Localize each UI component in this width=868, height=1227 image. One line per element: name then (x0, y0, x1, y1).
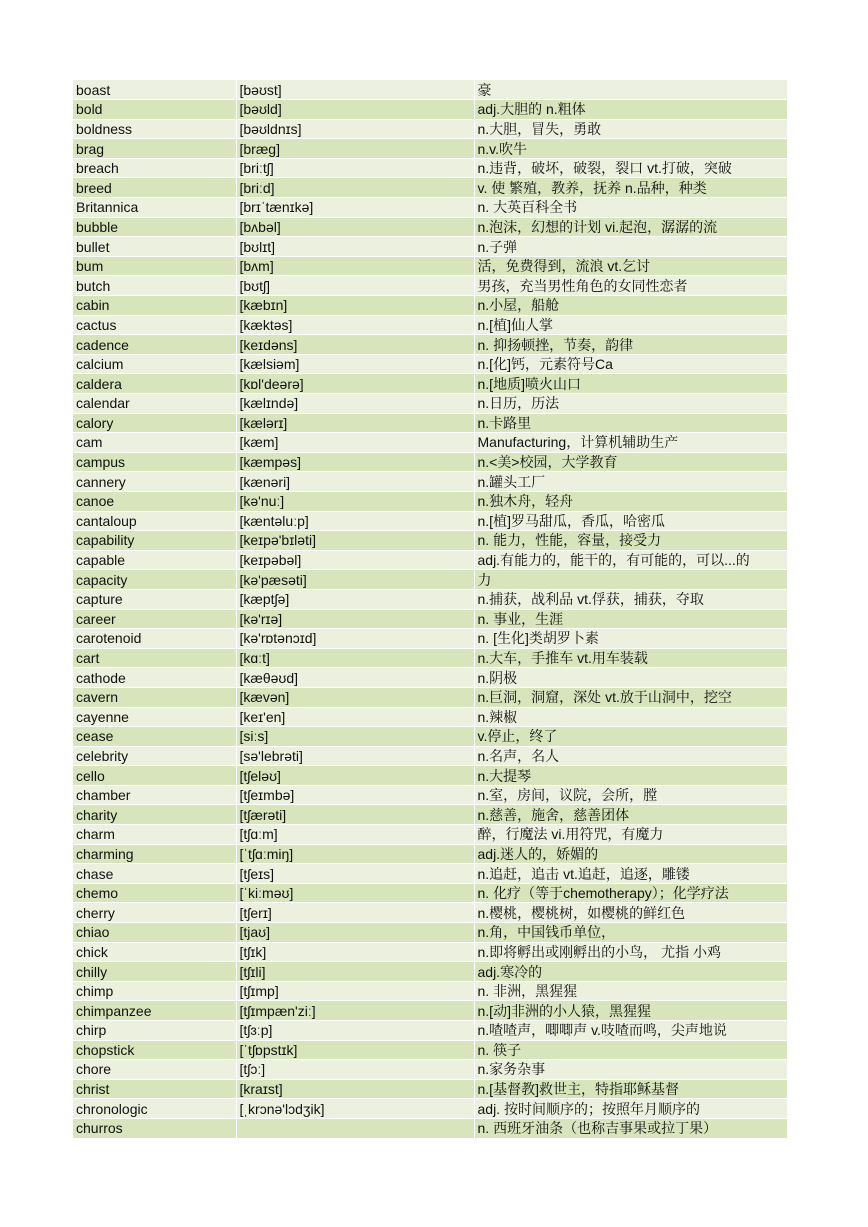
definition-cell: n.[地质]喷火山口 (474, 374, 787, 394)
phonetic-cell: [kæm] (236, 433, 474, 453)
phonetic-cell: [kæθəʊd] (236, 668, 474, 688)
word-cell: breach (73, 158, 236, 178)
table-row (73, 1060, 787, 1080)
phonetic-cell: [keɪ'en] (236, 707, 474, 727)
word-cell: Britannica (73, 198, 236, 218)
table-row (73, 550, 787, 570)
word-cell: butch (73, 276, 236, 296)
table-row (73, 648, 787, 668)
word-cell: calendar (73, 394, 236, 414)
table-row (73, 766, 787, 786)
table-row (73, 335, 787, 355)
phonetic-cell: [keɪpəbəl] (236, 550, 474, 570)
phonetic-cell: [kæmpəs] (236, 452, 474, 472)
table-row (73, 158, 787, 178)
phonetic-cell: [kraɪst] (236, 1079, 474, 1099)
definition-cell: 男孩，充当男性角色的女同性恋者 (474, 276, 787, 296)
definition-cell: n.v.吹牛 (474, 139, 787, 159)
table-row (73, 903, 787, 923)
word-cell: chirp (73, 1021, 236, 1041)
definition-cell: adj. 按时间顺序的；按照年月顺序的 (474, 1099, 787, 1119)
word-cell: chore (73, 1060, 236, 1080)
table-row (73, 707, 787, 727)
table-row (73, 374, 787, 394)
table-row (73, 942, 787, 962)
phonetic-cell: [kælsiəm] (236, 354, 474, 374)
definition-cell: 醉，行魔法 vi.用符咒，有魔力 (474, 825, 787, 845)
table-row (73, 570, 787, 590)
word-cell: chick (73, 942, 236, 962)
definition-cell: n.阴极 (474, 668, 787, 688)
phonetic-cell: [bʊtʃ] (236, 276, 474, 296)
word-cell: cavern (73, 687, 236, 707)
word-cell: chronologic (73, 1099, 236, 1119)
table-row (73, 962, 787, 982)
phonetic-cell: [bəʊldnɪs] (236, 119, 474, 139)
phonetic-cell: [keɪdəns] (236, 335, 474, 355)
word-cell: chimp (73, 981, 236, 1001)
word-cell: brag (73, 139, 236, 159)
definition-cell: n.名声，名人 (474, 746, 787, 766)
phonetic-cell: [tʃɪli] (236, 962, 474, 982)
phonetic-cell: [kæktəs] (236, 315, 474, 335)
definition-cell: n.违背，破坏，破裂，裂口 vt.打破，突破 (474, 158, 787, 178)
definition-cell: n.[动]非洲的小人猿，黑猩猩 (474, 1001, 787, 1021)
table-row (73, 1079, 787, 1099)
word-cell: bullet (73, 237, 236, 257)
definition-cell: n.室，房间，议院，会所，膛 (474, 785, 787, 805)
word-cell: cadence (73, 335, 236, 355)
word-cell: chiao (73, 923, 236, 943)
definition-cell: n.辣椒 (474, 707, 787, 727)
phonetic-cell: [tʃɪmp] (236, 981, 474, 1001)
definition-cell: n.罐头工厂 (474, 472, 787, 492)
table-row (73, 511, 787, 531)
word-cell: chilly (73, 962, 236, 982)
definition-cell: adj.大胆的 n.粗体 (474, 100, 787, 120)
definition-cell: 力 (474, 570, 787, 590)
definition-cell: n.小屋，船舱 (474, 296, 787, 316)
word-cell: cathode (73, 668, 236, 688)
word-cell: cart (73, 648, 236, 668)
phonetic-cell: [tʃerɪ] (236, 903, 474, 923)
phonetic-cell (236, 1118, 474, 1138)
phonetic-cell: [keɪpə'bɪləti] (236, 531, 474, 551)
table-row (73, 315, 787, 335)
table-row (73, 354, 787, 374)
definition-cell: n. 大英百科全书 (474, 198, 787, 218)
table-row (73, 80, 787, 100)
phonetic-cell: [tʃɪk] (236, 942, 474, 962)
phonetic-cell: [kæbɪn] (236, 296, 474, 316)
word-cell: charm (73, 825, 236, 845)
word-cell: canoe (73, 491, 236, 511)
table-row (73, 491, 787, 511)
word-cell: cam (73, 433, 236, 453)
word-cell: cello (73, 766, 236, 786)
definition-cell: n.卡路里 (474, 413, 787, 433)
word-cell: cactus (73, 315, 236, 335)
definition-cell: n.家务杂事 (474, 1060, 787, 1080)
word-cell: capacity (73, 570, 236, 590)
table-row (73, 472, 787, 492)
table-row (73, 844, 787, 864)
table-row (73, 217, 787, 237)
word-cell: carotenoid (73, 629, 236, 649)
phonetic-cell: [bʌm] (236, 256, 474, 276)
word-cell: chimpanzee (73, 1001, 236, 1021)
table-row (73, 805, 787, 825)
definition-cell: n.[植]罗马甜瓜，香瓜，哈密瓜 (474, 511, 787, 531)
table-row (73, 1099, 787, 1119)
word-cell: churros (73, 1118, 236, 1138)
definition-cell: Manufacturing，计算机辅助生产 (474, 433, 787, 453)
definition-cell: 活，免费得到，流浪 vt.乞讨 (474, 256, 787, 276)
table-row (73, 413, 787, 433)
definition-cell: n.日历，历法 (474, 394, 787, 414)
table-row (73, 139, 787, 159)
phonetic-cell: [bʊlɪt] (236, 237, 474, 257)
word-cell: christ (73, 1079, 236, 1099)
word-cell: cabin (73, 296, 236, 316)
word-cell: bold (73, 100, 236, 120)
phonetic-cell: [ˈtʃɑːmiŋ] (236, 844, 474, 864)
phonetic-cell: [kælɪndə] (236, 394, 474, 414)
word-cell: calory (73, 413, 236, 433)
word-cell: chemo (73, 883, 236, 903)
table-row (73, 1040, 787, 1060)
phonetic-cell: [briːtʃ] (236, 158, 474, 178)
word-cell: celebrity (73, 746, 236, 766)
table-row (73, 394, 787, 414)
definition-cell: n.角，中国钱币单位， (474, 923, 787, 943)
definition-cell: n.[基督教]救世主，特指耶稣基督 (474, 1079, 787, 1099)
definition-cell: n.即将孵出或刚孵出的小鸟， 尤指 小鸡 (474, 942, 787, 962)
phonetic-cell: [kə'nuː] (236, 491, 474, 511)
definition-cell: 豪 (474, 80, 787, 100)
table-row (73, 1118, 787, 1138)
word-cell: charming (73, 844, 236, 864)
definition-cell: n. 抑扬顿挫，节奏，韵律 (474, 335, 787, 355)
phonetic-cell: [siːs] (236, 727, 474, 747)
table-row (73, 198, 787, 218)
phonetic-cell: [tʃɔː] (236, 1060, 474, 1080)
phonetic-cell: [kæptʃə] (236, 589, 474, 609)
table-row (73, 589, 787, 609)
phonetic-cell: [tʃeləʊ] (236, 766, 474, 786)
table-row (73, 296, 787, 316)
table-row (73, 237, 787, 257)
definition-cell: n.泡沫，幻想的计划 vi.起泡，潺潺的流 (474, 217, 787, 237)
phonetic-cell: [kɒl'deərə] (236, 374, 474, 394)
table-row (73, 746, 787, 766)
phonetic-cell: [kævən] (236, 687, 474, 707)
phonetic-cell: [kælərɪ] (236, 413, 474, 433)
definition-cell: n.追赶，追击 vt.追赶，追逐，雕镂 (474, 864, 787, 884)
phonetic-cell: [briːd] (236, 178, 474, 198)
vocabulary-table (73, 80, 788, 1139)
word-cell: cherry (73, 903, 236, 923)
word-cell: capability (73, 531, 236, 551)
word-cell: capture (73, 589, 236, 609)
definition-cell: adj.有能力的，能干的，有可能的，可以...的 (474, 550, 787, 570)
word-cell: bum (73, 256, 236, 276)
table-row (73, 825, 787, 845)
phonetic-cell: [bəʊld] (236, 100, 474, 120)
phonetic-cell: [tʃɪmpæn'ziː] (236, 1001, 474, 1021)
phonetic-cell: [sə'lebrəti] (236, 746, 474, 766)
table-row (73, 883, 787, 903)
definition-cell: n.独木舟，轻舟 (474, 491, 787, 511)
table-row (73, 276, 787, 296)
word-cell: capable (73, 550, 236, 570)
definition-cell: v. 使 繁殖，教养，抚养 n.品种，种类 (474, 178, 787, 198)
word-cell: boldness (73, 119, 236, 139)
word-cell: caldera (73, 374, 236, 394)
phonetic-cell: [brɪˈtænɪkə] (236, 198, 474, 218)
table-row (73, 609, 787, 629)
phonetic-cell: [kə'pæsəti] (236, 570, 474, 590)
table-row (73, 923, 787, 943)
phonetic-cell: [kæntəluːp] (236, 511, 474, 531)
phonetic-cell: [kænəri] (236, 472, 474, 492)
table-row (73, 531, 787, 551)
table-row (73, 119, 787, 139)
table-row (73, 1021, 787, 1041)
word-cell: boast (73, 80, 236, 100)
word-cell: chase (73, 864, 236, 884)
definition-cell: n.大胆，冒失，勇敢 (474, 119, 787, 139)
phonetic-cell: [tʃeɪs] (236, 864, 474, 884)
word-cell: campus (73, 452, 236, 472)
word-cell: cayenne (73, 707, 236, 727)
definition-cell: adj.寒冷的 (474, 962, 787, 982)
phonetic-cell: [tjaʊ] (236, 923, 474, 943)
table-row (73, 256, 787, 276)
phonetic-cell: [ˌkrɔnə'lɔdʒik] (236, 1099, 474, 1119)
definition-cell: n.捕获，战利品 vt.俘获，捕获，夺取 (474, 589, 787, 609)
phonetic-cell: [bʌbəl] (236, 217, 474, 237)
definition-cell: n.喳喳声，唧唧声 v.吱喳而鸣，尖声地说 (474, 1021, 787, 1041)
word-cell: cantaloup (73, 511, 236, 531)
table-row (73, 864, 787, 884)
word-cell: bubble (73, 217, 236, 237)
phonetic-cell: [kɑːt] (236, 648, 474, 668)
word-cell: chopstick (73, 1040, 236, 1060)
definition-cell: n. 能力，性能，容量，接受力 (474, 531, 787, 551)
definition-cell: n.大车，手推车 vt.用车装载 (474, 648, 787, 668)
vocabulary-table-body (73, 80, 787, 1138)
definition-cell: n.大提琴 (474, 766, 787, 786)
definition-cell: n.巨洞，洞窟，深处 vt.放于山洞中，挖空 (474, 687, 787, 707)
definition-cell: n.<美>校园，大学教育 (474, 452, 787, 472)
phonetic-cell: [bræg] (236, 139, 474, 159)
table-row (73, 100, 787, 120)
word-cell: charity (73, 805, 236, 825)
table-row (73, 727, 787, 747)
word-cell: cease (73, 727, 236, 747)
definition-cell: n. 西班牙油条（也称吉事果或拉丁果） (474, 1118, 787, 1138)
definition-cell: v.停止，终了 (474, 727, 787, 747)
table-row (73, 1001, 787, 1021)
table-row (73, 433, 787, 453)
word-cell: breed (73, 178, 236, 198)
definition-cell: n. 化疗（等于chemotherapy）；化学疗法 (474, 883, 787, 903)
definition-cell: n. [生化]类胡罗卜素 (474, 629, 787, 649)
definition-cell: n. 事业，生涯 (474, 609, 787, 629)
table-row (73, 785, 787, 805)
definition-cell: n. 非洲，黑猩猩 (474, 981, 787, 1001)
phonetic-cell: [ˈkiːməʊ] (236, 883, 474, 903)
word-cell: calcium (73, 354, 236, 374)
phonetic-cell: [bəʊst] (236, 80, 474, 100)
definition-cell: adj.迷人的，娇媚的 (474, 844, 787, 864)
definition-cell: n.慈善，施舍，慈善团体 (474, 805, 787, 825)
phonetic-cell: [tʃɑːm] (236, 825, 474, 845)
table-row (73, 629, 787, 649)
phonetic-cell: [tʃeɪmbə] (236, 785, 474, 805)
table-row (73, 178, 787, 198)
word-cell: cannery (73, 472, 236, 492)
word-cell: career (73, 609, 236, 629)
word-cell: chamber (73, 785, 236, 805)
phonetic-cell: [kə'rɒtənɔɪd] (236, 629, 474, 649)
definition-cell: n.子弹 (474, 237, 787, 257)
phonetic-cell: [ˈtʃɒpstɪk] (236, 1040, 474, 1060)
phonetic-cell: [kə'rɪə] (236, 609, 474, 629)
table-row (73, 668, 787, 688)
phonetic-cell: [tʃɜːp] (236, 1021, 474, 1041)
definition-cell: n. 筷子 (474, 1040, 787, 1060)
table-row (73, 687, 787, 707)
definition-cell: n.樱桃，樱桃树，如樱桃的鲜红色 (474, 903, 787, 923)
definition-cell: n.[植]仙人掌 (474, 315, 787, 335)
definition-cell: n.[化]钙，元素符号Ca (474, 354, 787, 374)
phonetic-cell: [tʃærəti] (236, 805, 474, 825)
table-row (73, 452, 787, 472)
table-row (73, 981, 787, 1001)
